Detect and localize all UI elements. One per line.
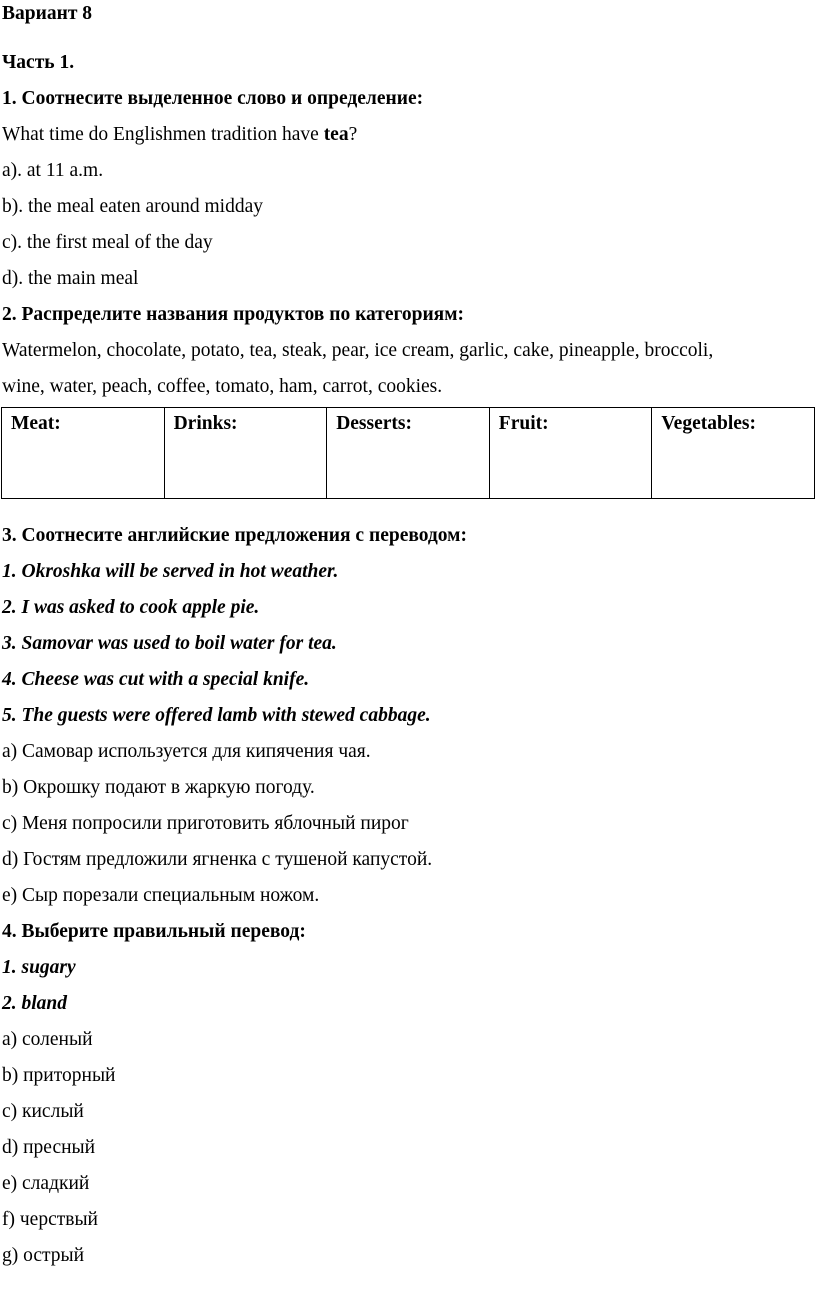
- document: [2, 0, 816, 1274]
- task3-sentence: 2. I was asked to cook apple pie.: [2, 597, 260, 618]
- task1-option: c). the first meal of the day: [2, 232, 213, 253]
- task4-option: d) пресный: [2, 1137, 96, 1158]
- task1-option: d). the main meal: [2, 268, 139, 289]
- question-text: What time do Englishmen tradition have: [2, 124, 324, 145]
- task2-text: Watermelon, chocolate, potato, tea, steak, pear, ice cream, garlic, cake, pineapple, broccoli,: [2, 340, 714, 361]
- task3-translation: a) Самовар используется для кипячения чая.: [2, 741, 371, 762]
- task1-question: [2, 117, 816, 153]
- task4-option: f) черствый: [2, 1209, 98, 1230]
- task4-word: 2. bland: [2, 993, 68, 1014]
- task3-translation: b) Окрошку подают в жаркую погоду.: [2, 777, 315, 798]
- table-header-fruit: Fruit:: [489, 408, 652, 499]
- task4-word: 1. sugary: [2, 957, 76, 978]
- task3-sentence: 5. The guests were offered lamb with stewed cabbage.: [2, 705, 431, 726]
- task4-option: g) острый: [2, 1245, 85, 1266]
- task3-sentence: 1. Okroshka will be served in hot weather.: [2, 561, 339, 582]
- table-header-desserts: Desserts:: [327, 408, 490, 499]
- task1-option: a). at 11 a.m.: [2, 160, 104, 181]
- task4-option: a) соленый: [2, 1029, 93, 1050]
- task4-option: c) кислый: [2, 1101, 84, 1122]
- highlighted-word: tea: [323, 124, 349, 145]
- task3-sentence: 4. Cheese was cut with a special knife.: [2, 669, 310, 690]
- table-header-drinks: Drinks:: [164, 408, 327, 499]
- question-mark: ?: [348, 124, 358, 145]
- table-header-vegetables: Vegetables:: [652, 408, 815, 499]
- task3-sentence: 3. Samovar was used to boil water for tea.: [2, 633, 337, 654]
- task1-option: b). the meal eaten around midday: [2, 196, 263, 217]
- task4-option: b) приторный: [2, 1065, 116, 1086]
- task2-heading: 2. Распределите названия продуктов по категориям:: [2, 304, 465, 325]
- task3-translation: c) Меня попросили приготовить яблочный пирог: [2, 813, 409, 834]
- table-header-meat: Meat:: [2, 408, 165, 499]
- task4-heading: 4. Выберите правильный перевод:: [2, 921, 306, 942]
- task1-heading: 1. Соотнесите выделенное слово и определение:: [2, 88, 424, 109]
- categories-table: [1, 407, 815, 499]
- task4-option: e) сладкий: [2, 1173, 90, 1194]
- task3-translation: e) Сыр порезали специальным ножом.: [2, 885, 320, 906]
- part-heading: Часть 1.: [2, 52, 75, 73]
- task2-text: wine, water, peach, coffee, tomato, ham, carrot, cookies.: [2, 376, 443, 397]
- variant-title: Вариант 8: [2, 3, 93, 24]
- task3-heading: 3. Соотнесите английские предложения с переводом:: [2, 525, 467, 546]
- task3-translation: d) Гостям предложили ягненка с тушеной капустой.: [2, 849, 433, 870]
